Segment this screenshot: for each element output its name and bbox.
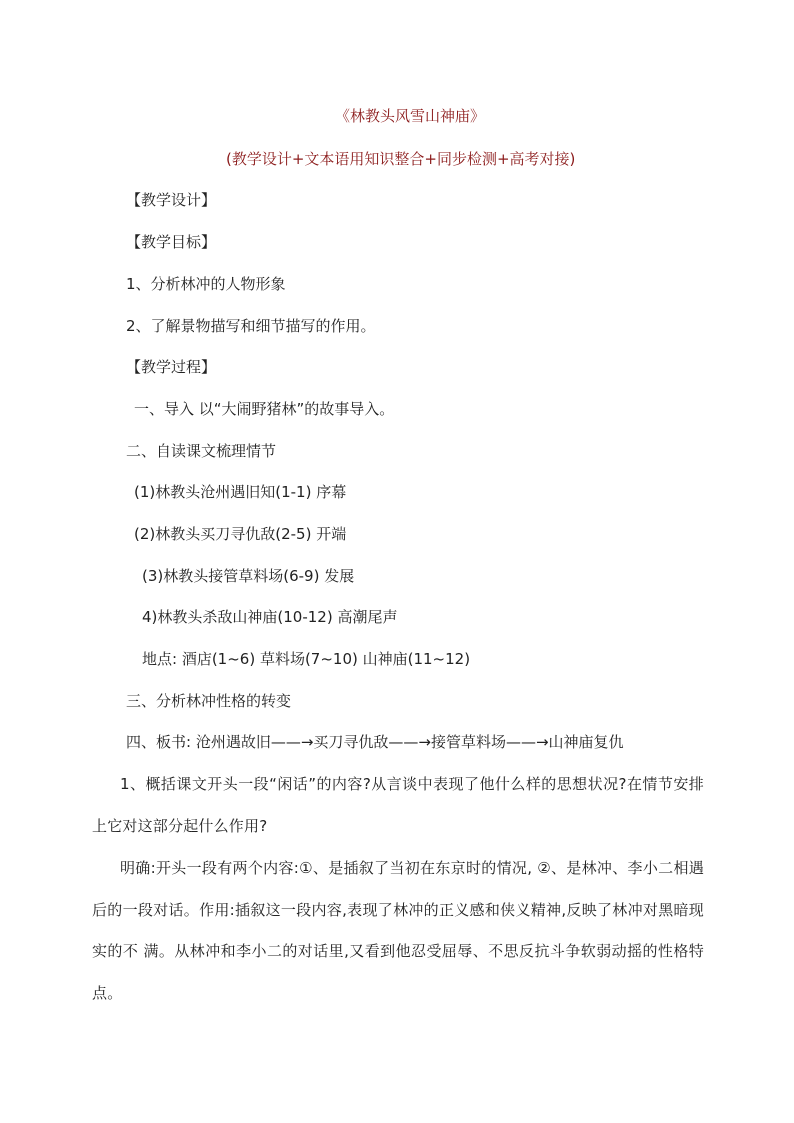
goal-item: 1、分析林冲的人物形象 (126, 275, 286, 293)
answer-paragraph: 明确:开头一段有两个内容:①、是插叙了当初在东京时的情况, ②、是林冲、李小二相遇后的一段对话。作用:插叙这一段内容,表现了林冲的正义感和侠义精神,反映了林冲对黑暗现实的不 满。从林冲和李小二的对话里,又看到他忍受屈辱、不思反抗斗争软弱动摇的性格特点。 (92, 859, 704, 1002)
plot-item: (2)林教头买刀寻仇敌(2-5) 开端 (134, 525, 347, 543)
document-title: 《林教头风雪山神庙》 (335, 107, 486, 125)
section-heading-goals: 【教学目标】 (126, 233, 217, 251)
process-step-reading: 二、自读课文梳理情节 (126, 442, 277, 460)
process-step-intro: 一、导入 以“大闹野猪林”的故事导入。 (134, 400, 395, 418)
section-heading-design: 【教学设计】 (126, 191, 217, 209)
plot-item: 4)林教头杀敌山神庙(10-12) 高潮尾声 (142, 608, 398, 626)
process-step-board: 四、板书: 沧州遇故旧——→买刀寻仇敌——→接管草料场——→山神庙复仇 (126, 733, 624, 751)
document-subtitle: (教学设计+文本语用知识整合+同步检测+高考对接) (226, 150, 576, 168)
locations-line: 地点: 酒店(1~6) 草料场(7~10) 山神庙(11~12) (142, 650, 471, 668)
section-heading-process: 【教学过程】 (126, 358, 217, 376)
plot-item: (3)林教头接管草料场(6-9) 发展 (142, 567, 355, 585)
goal-item: 2、了解景物描写和细节描写的作用。 (126, 317, 376, 335)
process-step-analysis: 三、分析林冲性格的转变 (126, 692, 292, 710)
question-paragraph: 1、概括课文开头一段“闲话”的内容?从言谈中表现了他什么样的思想状况?在情节安排上它对这部分起什么作用? (92, 775, 704, 835)
plot-item: (1)林教头沧州遇旧知(1-1) 序幕 (134, 483, 347, 501)
